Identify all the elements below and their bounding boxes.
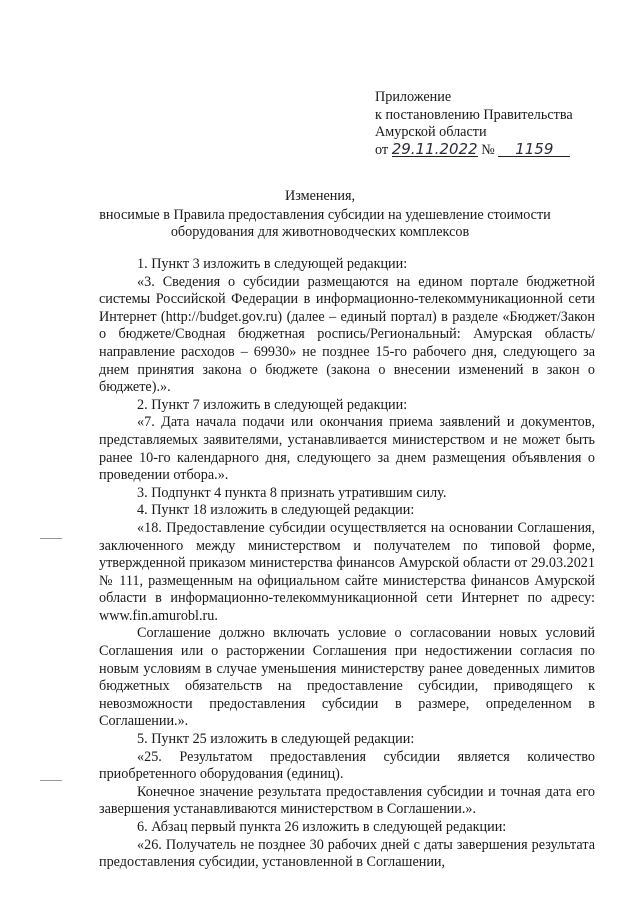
document-body	[99, 256, 595, 872]
paragraph: 4. Пункт 18 изложить в следующей редакции:	[137, 502, 415, 519]
paragraph: 6. Абзац первый пункта 26 изложить в следующей редакции:	[137, 819, 507, 835]
handwritten-number: 1159	[498, 142, 570, 157]
margin-mark	[40, 780, 62, 781]
paragraph: «25. Результатом предоставления субсидии является количество приобретенного оборудования (единиц).	[99, 748, 595, 783]
paragraph: Соглашение должно включать условие о согласовании новых условий Соглашения или о расторжении Соглашения при недостижении согласия по новым условиям в случае уменьшения министерству ранее доведенных лимитов бюджетных обязательств на предоставление субсидии, приводящего к невозможности предоставления субсидии в размере, определенном в Соглашении.».	[99, 625, 595, 730]
paragraph: 3. Подпункт 4 пункта 8 признать утратившим силу.	[137, 484, 447, 501]
date-prefix: от	[375, 141, 389, 158]
margin-mark	[40, 538, 62, 539]
paragraph: «26. Получатель не позднее 30 рабочих дней с даты завершения результата предоставления субсидии, установленной в Соглашении,	[99, 836, 595, 871]
paragraph: «3. Сведения о субсидии размещаются на едином портале бюджетной системы Российской Федерации в информационно-телекоммуникационной сети Интернет (http://budget.gov.ru) (далее – единый портал) в разделе «Бюджет/Закон о бюджете/Сводная бюджетная роспись/Региональный: Амурская область/ направление расходов – 69930» не позднее 15-го рабочего дня, следующего за днем принятия закона о бюджете (закона о внесении изменений в закон о бюджете).».	[99, 273, 595, 396]
paragraph: «18. Предоставление субсидии осуществляется на основании Соглашения, заключенного между министерством и получателем по типовой форме, утвержденной приказом министерства финансов Амурской области от 29.03.2021 № 111, размещенным на официальном сайте министерства финансов Амурской области в информационно-телекоммуникационной сети Интернет по адресу: www.fin.amurobl.ru.	[99, 519, 595, 624]
appendix-resolution: к постановлению Правительства	[375, 106, 573, 123]
heading-line-2: вносимые в Правила предоставления субсидии на удешевление стоимости	[99, 207, 551, 223]
number-prefix: №	[481, 141, 495, 158]
appendix-title: Приложение	[375, 89, 452, 105]
heading-line-1: Изменения,	[284, 188, 356, 204]
paragraph: «7. Дата начала подачи или окончания приема заявлений и документов, представляемых заявителями, устанавливается министерством и не может быть ранее 10-го календарного дня, следующего за днем размещения объявления о проведении отбора.».	[99, 414, 595, 484]
paragraph: Конечное значение результата предоставления субсидии и точная дата его завершения устанавливаются министерством в Соглашении.».	[99, 783, 595, 818]
paragraph: 2. Пункт 7 изложить в следующей редакции:	[137, 396, 408, 413]
appendix-block	[375, 89, 573, 159]
handwritten-date: 29.11.2022	[391, 139, 478, 158]
appendix-region: Амурской области	[375, 124, 487, 141]
heading-line-3: оборудования для животноводческих комплексов	[170, 224, 470, 240]
paragraph: 1. Пункт 3 изложить в следующей редакции:	[137, 256, 408, 272]
paragraph: 5. Пункт 25 изложить в следующей редакции:	[137, 731, 415, 748]
appendix-date-line	[375, 139, 573, 160]
